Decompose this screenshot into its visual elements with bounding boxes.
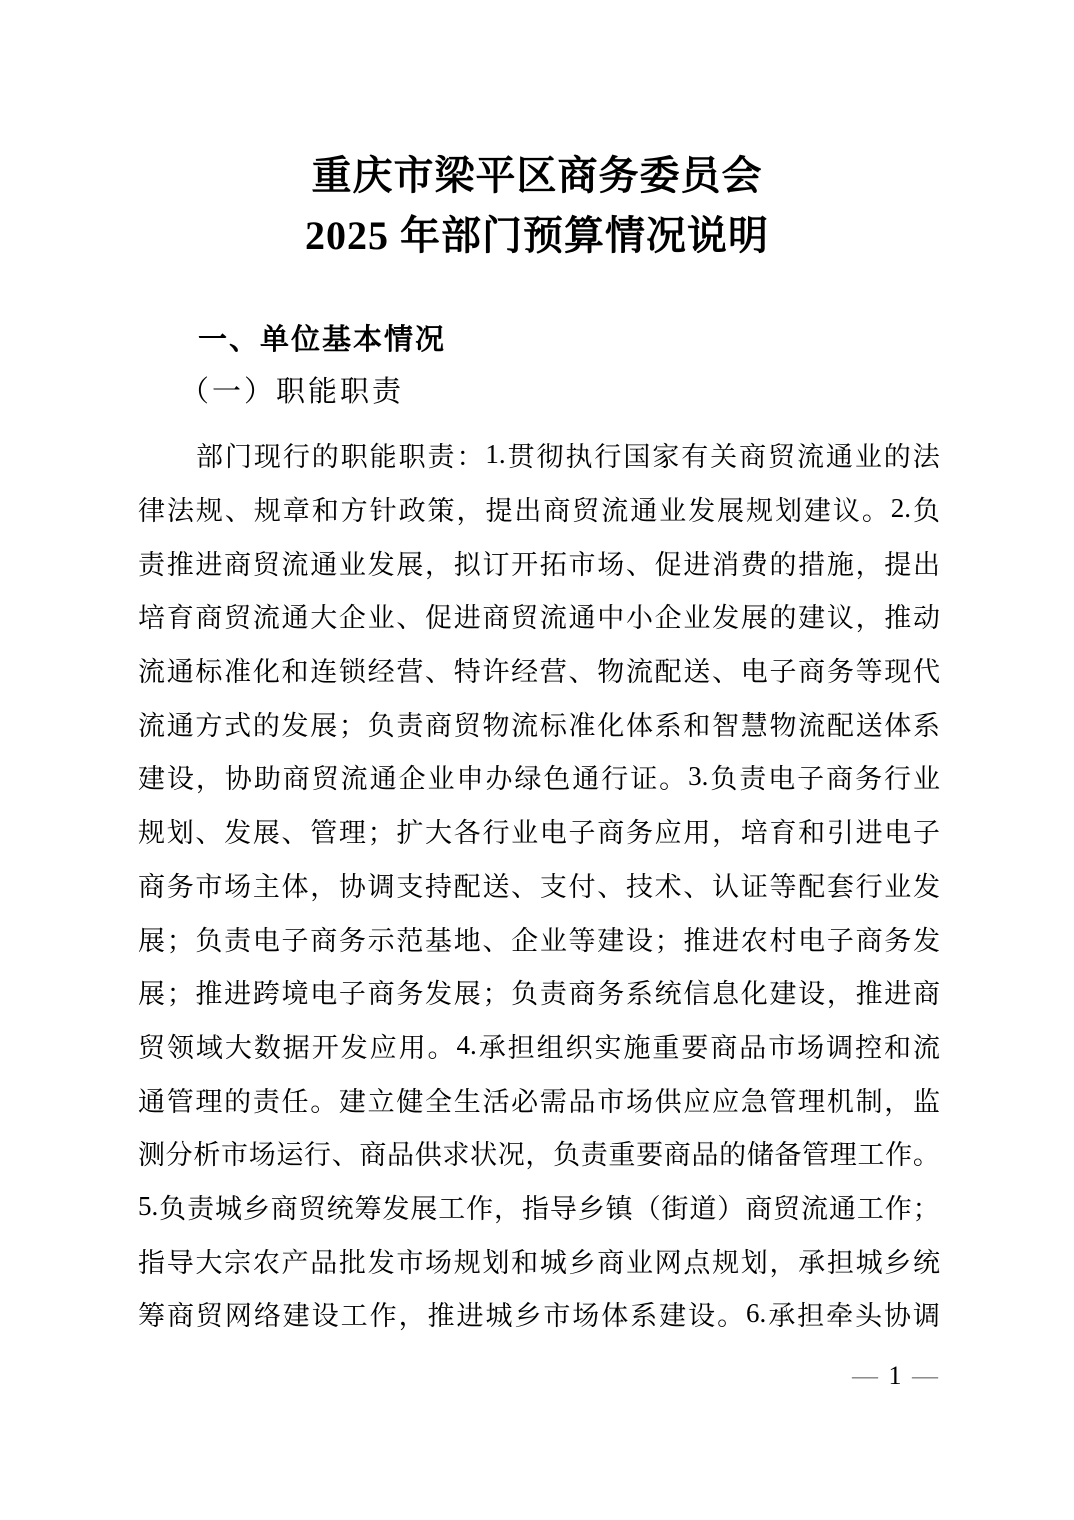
footer-dash-left: — bbox=[852, 1361, 880, 1390]
body-line: 通 管 理 的 责 任 。 建 立 健 全 生 活 必 需 品 市 场 供 应 应 急 管 理 机 制 ， 监 bbox=[138, 1086, 940, 1117]
document-title bbox=[0, 0, 1074, 266]
body-line: 建 设 ， 协 助 商 贸 流 通 企 业 申 办 绿 色 通 行 证 。 3. 负 责 电 子 商 务 行 业 bbox=[138, 761, 940, 795]
body-line: 流 通 方 式 的 发 展 ； 负 责 商 贸 物 流 标 准 化 体 系 和 智 慧 物 流 配 送 体 系 bbox=[138, 710, 940, 741]
body-line: 培 育 商 贸 流 通 大 企 业 、 促 进 商 贸 流 通 中 小 企 业 发 展 的 建 议 ， 推 动 bbox=[138, 603, 940, 634]
body-line: 指 导 大 宗 农 产 品 批 发 市 场 规 划 和 城 乡 商 业 网 点 规 划 ， 承 担 城 乡 统 bbox=[138, 1247, 940, 1278]
body-line: 规 划 、 发 展 、 管 理 ； 扩 大 各 行 业 电 子 商 务 应 用 ， 培 育 和 引 进 电 子 bbox=[138, 818, 940, 849]
body-line: 律 法 规 、 规 章 和 方 针 政 策 ， 提 出 商 贸 流 通 业 发 展 规 划 建 议 。 2. 负 bbox=[138, 493, 940, 527]
title-line-1: 重庆市梁平区商务委员会 bbox=[311, 153, 763, 198]
subsection-heading: （一）职能职责 bbox=[180, 376, 405, 408]
footer-dash-right: — bbox=[912, 1361, 940, 1390]
section-heading: 一、单位基本情况 bbox=[198, 324, 447, 356]
body-line: 流 通 标 准 化 和 连 锁 经 营 、 特 许 经 营 、 物 流 配 送 、 电 子 商 务 等 现 代 bbox=[138, 657, 940, 688]
body-line: 测 分 析 市 场 运 行 、 商 品 供 求 状 况 ， 负 责 重 要 商 品 的 储 备 管 理 工 作 。 bbox=[138, 1140, 940, 1171]
body-line: 展 ； 推 进 跨 境 电 子 商 务 发 展 ； 负 责 商 务 系 统 信 息 化 建 设 ， 推 进 商 bbox=[138, 979, 940, 1010]
body-line: 筹 商 贸 网 络 建 设 工 作 ， 推 进 城 乡 市 场 体 系 建 设 。 6. 承 担 牵 头 协 调 bbox=[138, 1298, 940, 1332]
body-paragraph bbox=[138, 428, 940, 1341]
title-line-2: 2025 年部门预算情况说明 bbox=[305, 213, 769, 258]
body-line: 责 推 进 商 贸 流 通 业 发 展 ， 拟 订 开 拓 市 场 、 促 进 消 费 的 措 施 ， 提 出 bbox=[138, 549, 940, 580]
page-footer bbox=[852, 1360, 940, 1392]
body-line: 展 ； 负 责 电 子 商 务 示 范 基 地 、 企 业 等 建 设 ； 推 进 农 村 电 子 商 务 发 bbox=[138, 925, 940, 956]
body-line: 贸 领 域 大 数 据 开 发 应 用 。 4. 承 担 组 织 实 施 重 要 商 品 市 场 调 控 和 流 bbox=[138, 1029, 940, 1063]
page-number: 1 bbox=[888, 1361, 904, 1390]
body-line: 部 门 现 行 的 职 能 职 责 ： 1. 贯 彻 执 行 国 家 有 关 商 贸 流 通 业 的 法 bbox=[196, 439, 940, 473]
body-line: 5. 负 责 城 乡 商 贸 统 筹 发 展 工 作 ， 指 导 乡 镇 （ 街 道 ） 商 贸 流 通 工 作 ； bbox=[138, 1190, 940, 1224]
body-line: 商 务 市 场 主 体 ， 协 调 支 持 配 送 、 支 付 、 技 术 、 认 证 等 配 套 行 业 发 bbox=[138, 871, 940, 902]
